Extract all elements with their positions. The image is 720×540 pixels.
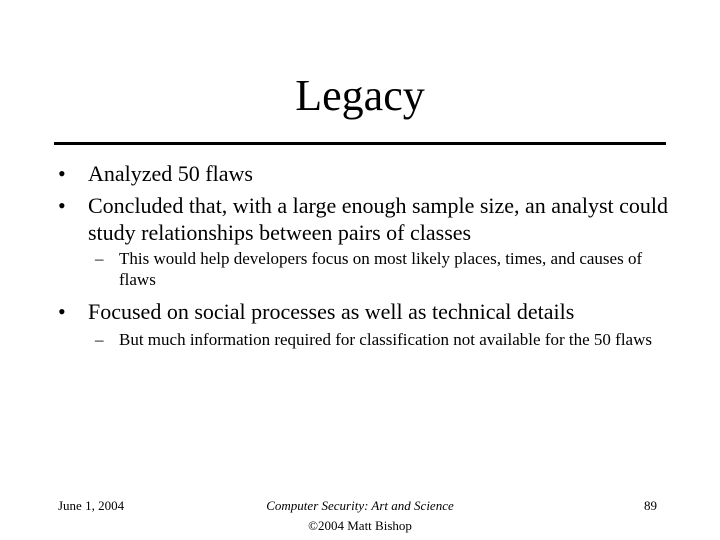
bullet-item <box>58 298 668 325</box>
footer-course-title: Computer Security: Art and Science <box>266 498 454 513</box>
footer-date: June 1, 2004 <box>58 498 125 513</box>
title-divider <box>54 142 666 145</box>
sub-bullet-text: This would help developers focus on most likely places, times, and causes of flaws <box>119 249 643 289</box>
bullet-item <box>58 160 668 187</box>
bullet-text: Analyzed 50 flaws <box>88 161 253 186</box>
sub-bullet-item <box>95 329 675 350</box>
bullet-item <box>58 192 668 246</box>
sub-bullet-marker: – <box>95 330 104 349</box>
bullet-marker: • <box>58 161 66 186</box>
footer-copyright: ©2004 Matt Bishop <box>308 518 412 533</box>
bullet-marker: • <box>58 299 66 324</box>
footer-credits <box>200 496 520 536</box>
bullet-text: Concluded that, with a large enough sample size, an analyst could study relationships between pairs of classes <box>88 193 668 245</box>
sub-bullet-text: But much information required for classification not available for the 50 flaws <box>119 330 652 349</box>
page-number: 89 <box>644 498 657 513</box>
bullet-text: Focused on social processes as well as technical details <box>88 299 575 324</box>
slide-title: Legacy <box>295 71 425 120</box>
sub-bullet-marker: – <box>95 249 104 268</box>
bullet-marker: • <box>58 193 66 218</box>
sub-bullet-item <box>95 248 675 290</box>
